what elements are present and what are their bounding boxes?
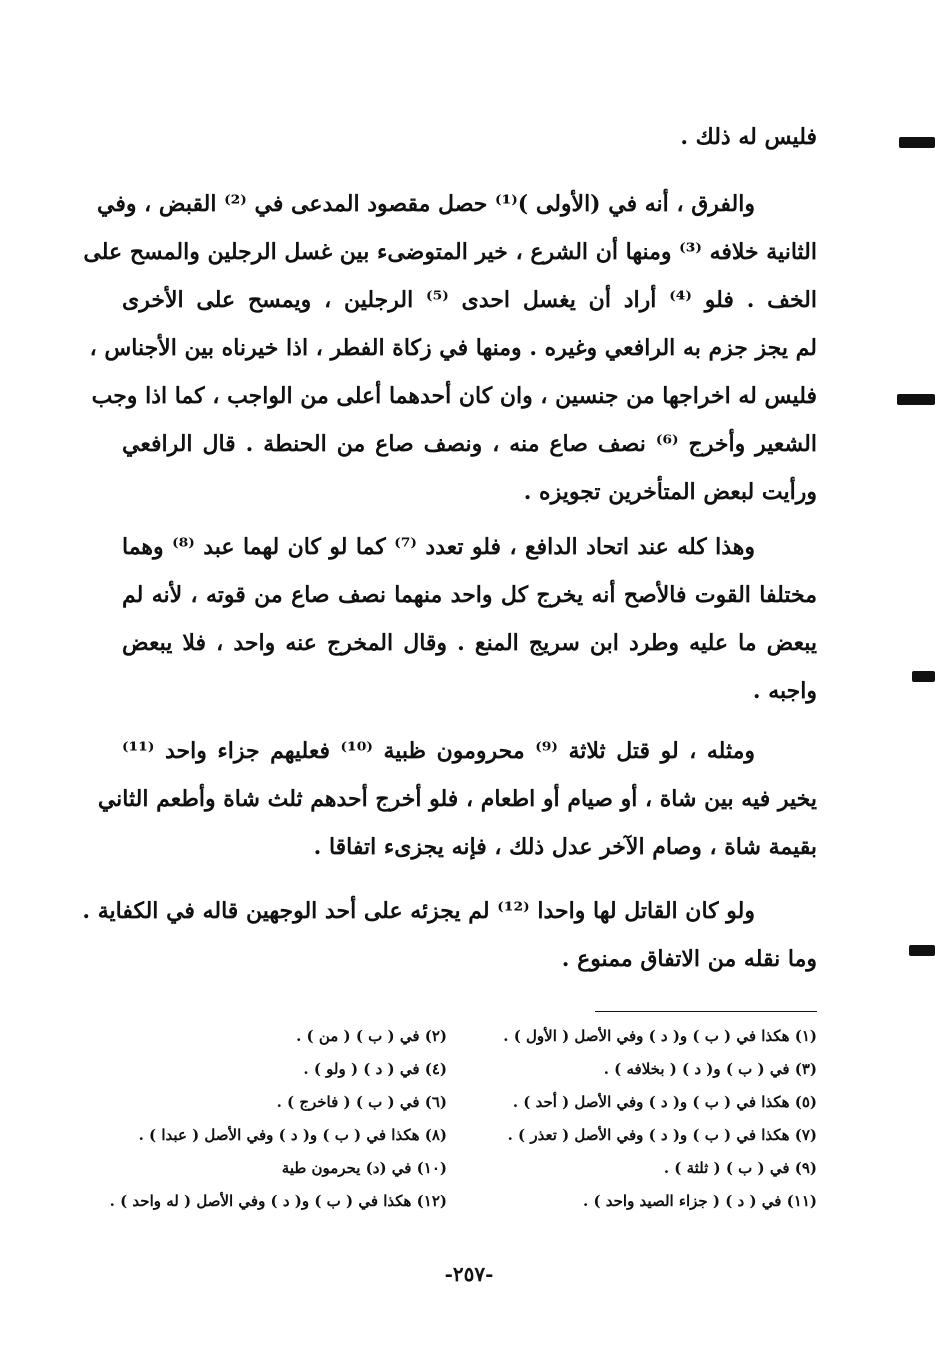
text-line: يبعض ما عليه وطرد ابن سريج المنع . وقال المخرج عنه واحد ، فلا يبعض [122,630,817,656]
footnote: (٥) هكذا في ( ب ) و( د ) وفي الأصل ( أحد ) . [512,1093,817,1111]
footnote-line [122,1086,817,1119]
footnote: (٧) هكذا في ( ب ) و( د ) وفي الأصل ( تعذر ) . [507,1126,817,1144]
footnote: (٣) في ( ب ) و( د ) ( بخلافه ) . [603,1060,817,1078]
footnote-line [109,1185,817,1218]
margin-mark [912,671,935,682]
text-line: وما نقله من الاتفاق ممنوع . [561,946,817,972]
footnote-rule [595,1011,817,1012]
text-line: ولو كان القاتل لها واحدا ⁽¹²⁾ لم يجزئه على أحد الوجهين قاله في الكفاية . [82,898,755,924]
margin-mark [899,137,935,148]
footnote: (١٠) في (د) يحرمون طية [281,1159,447,1177]
page-number: -٢٥٧- [444,1262,494,1286]
paragraph [122,113,817,161]
footnote: (٢) في ( ب ) ( من ) . [296,1027,447,1045]
footnote-line [122,1152,817,1185]
margin-mark [909,945,935,956]
text-line: فليس له ذلك . [680,124,817,150]
paragraph [97,727,817,871]
text-line: ومثله ، لو قتل ثلاثة ⁽⁹⁾ محرومون ظبية ⁽¹⁰⁾ فعليهم جزاء واحد ⁽¹¹⁾ [122,738,755,764]
footnote: (١١) في ( د ) ( جزاء الصيد واحد ) . [583,1192,817,1210]
footnotes [109,1020,817,1218]
text-line: الشعير وأخرج ⁽⁶⁾ نصف صاع منه ، ونصف صاع من الحنطة . قال الرافعي [122,431,817,457]
paragraph [83,180,817,516]
text-line: ورأيت لبعض المتأخرين تجويزه . [523,479,817,505]
text-line: لم يجز جزم به الرافعي وغيره . ومنها في زكاة الفطر ، اذا خيرناه بين الأجناس ، [89,335,817,361]
text-line: واجبه . [752,678,817,704]
footnote: (١) هكذا في ( ب ) و( د ) وفي الأصل ( الأول ) . [503,1027,817,1045]
margin-mark [897,394,935,405]
footnote: (٦) في ( ب ) ( فاخرج ) . [276,1093,447,1111]
footnote-line [122,1119,817,1152]
paragraph [122,523,817,715]
text-line: فليس له اخراجها من جنسين ، وان كان أحدهما أعلى من الواجب ، كما اذا وجب [91,383,817,409]
footnote: (١٢) هكذا في ( ب ) و( د ) وفي الأصل ( له واحد ) . [109,1192,447,1210]
text-line: الخف . فلو ⁽⁴⁾ أراد أن يغسل احدى ⁽⁵⁾ الرجلين ، ويمسح على الأخرى [122,287,817,313]
paragraph [82,887,817,983]
footnote: (٤) في ( د ) ( ولو ) . [303,1060,447,1078]
footnote-line [122,1020,817,1053]
text-line: والفرق ، أنه في (الأولى )⁽¹⁾ حصل مقصود المدعى في ⁽²⁾ القبض ، وفي [97,191,755,217]
text-line: بقيمة شاة ، وصام الآخر عدل ذلك ، فإنه يجزىء اتفاقا . [313,834,817,860]
text-line: الثانية خلافه ⁽³⁾ ومنها أن الشرع ، خير المتوضىء بين غسل الرجلين والمسح على [83,239,817,265]
footnote: (٩) في ( ب ) ( ثلثة ) . [663,1159,817,1177]
text-line: وهذا كله عند اتحاد الدافع ، فلو تعدد ⁽⁷⁾ كما لو كان لهما عبد ⁽⁸⁾ وهما [122,534,756,560]
text-line: مختلفا القوت فالأصح أنه يخرج كل واحد منهما نصف صاع من قوته ، لأنه لم [122,582,817,608]
text-line: يخير فيه بين شاة ، أو صيام أو اطعام ، فلو أخرج أحدهم ثلث شاة وأطعم الثاني [97,786,817,812]
footnote: (٨) هكذا في ( ب ) و( د ) وفي الأصل ( عبدا ) . [138,1126,447,1144]
footnote-line [122,1053,817,1086]
